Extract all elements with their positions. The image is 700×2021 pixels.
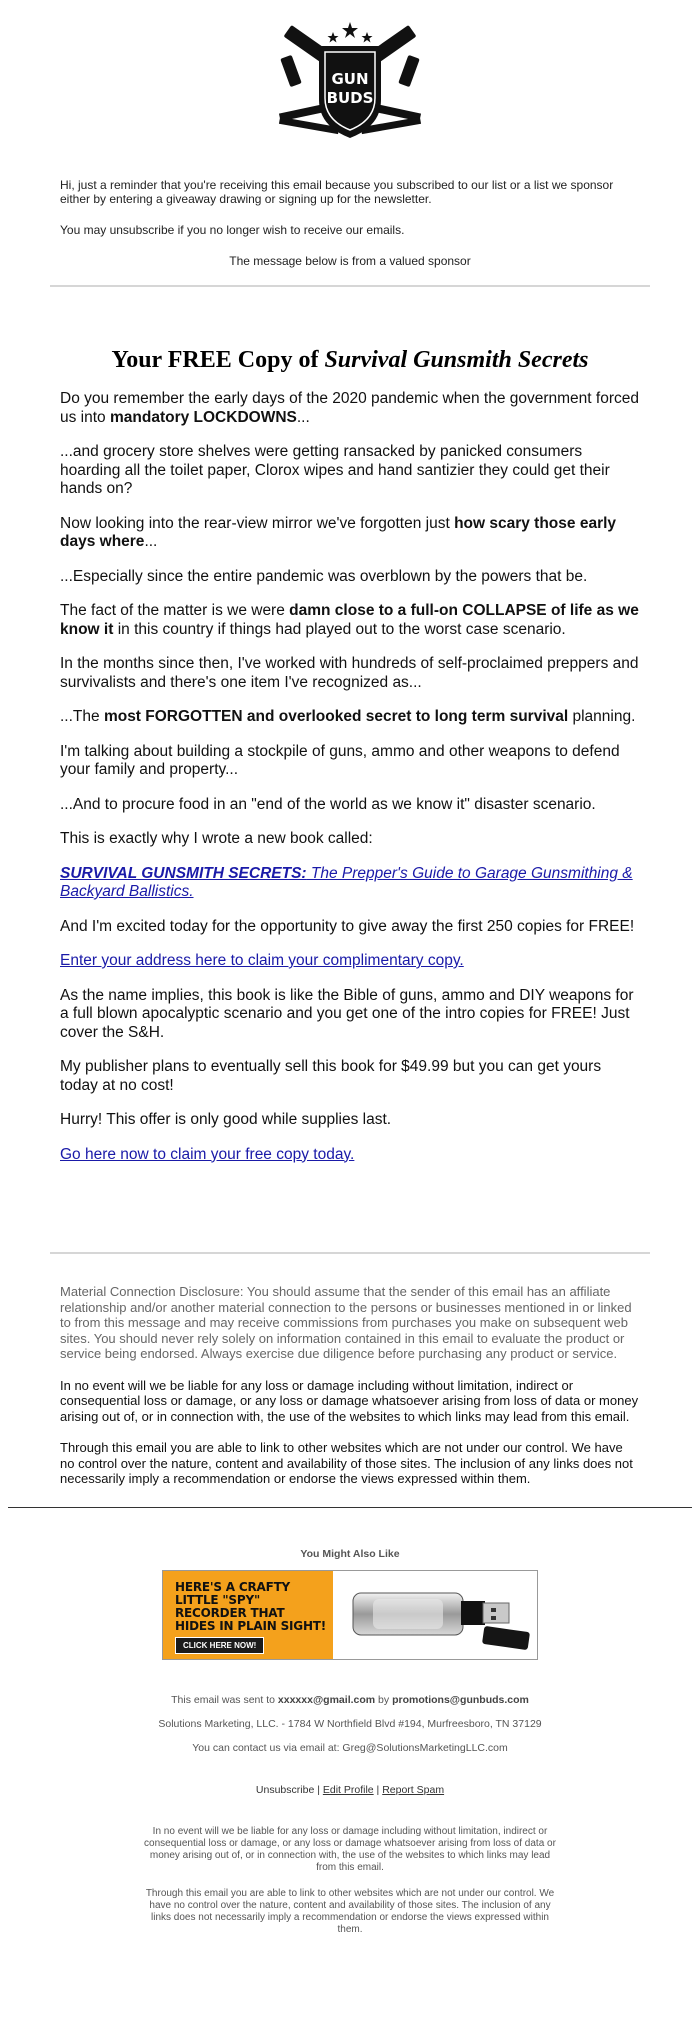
- paragraph: Hurry! This offer is only good while supplies last.: [60, 1111, 392, 1128]
- paragraph: In the months since then, I've worked with hundreds of self-proclaimed preppers and survivalists and there's one item I've recognized as...: [60, 655, 639, 691]
- headline-title: Survival Gunsmith Secrets: [324, 347, 589, 373]
- contact-line: You can contact us via email at: Greg@SolutionsMarketingLLC.com: [192, 1741, 508, 1754]
- logo-text-gun: GUN: [331, 70, 369, 88]
- disclosure-block: [60, 1284, 640, 1487]
- paragraph: The fact of the matter is we were damn close to a full-on COLLAPSE of life as we know it in this country if things had played out to the worst case scenario.: [60, 602, 639, 638]
- ad-headline: HERE'S A CRAFTY LITTLE "SPY" RECORDER THAT HIDES IN PLAIN SIGHT!: [175, 1579, 327, 1633]
- footer-links: Unsubscribe | Edit Profile | Report Spam: [255, 1783, 445, 1796]
- paragraph: As the name implies, this book is like the Bible of guns, ammo and DIY weapons for a full blown apocalyptic scenario and you get one of the intro copies for FREE! Just cover the S&H.: [60, 986, 634, 1041]
- article-headline: [60, 347, 640, 374]
- usb-recorder-image[interactable]: [333, 1571, 537, 1659]
- footer-legal: [140, 1826, 560, 1936]
- book-title-link[interactable]: SURVIVAL GUNSMITH SECRETS: The Prepper's Guide to Garage Gunsmithing & Backyard Ballistics.: [60, 864, 633, 900]
- crossed-pistols-icon: [275, 18, 425, 148]
- recipient-email: xxxxxx@gmail.com: [277, 1693, 376, 1706]
- gunbuds-logo: [275, 18, 425, 148]
- sponsor-note: The message below is from a valued sponsor: [229, 254, 471, 268]
- paragraph: ...Especially since the entire pandemic was overblown by the powers that be.: [60, 567, 588, 585]
- sender-email: promotions@gunbuds.com: [392, 1693, 529, 1706]
- external-links-disclaimer: Through this email you are able to link to other websites which are not under our control. We have no control over the nature, content and availability of those sites. The inclusion of any links does not necessarily imply a recommendation or endorse the views expressed within them.: [60, 1440, 633, 1486]
- footer-links-disclaimer: Through this email you are able to link to other websites which are not under our control. We have no control over the nature, content and availability of those sites. The inclusion of any links does not necessarily imply a recommendation or endorse the views expressed within them.: [145, 1887, 555, 1935]
- paragraph: I'm talking about building a stockpile of guns, ammo and other weapons to defend your family and property...: [60, 742, 620, 778]
- footer-liability: In no event will we be liable for any loss or damage including without limitation, indirect or consequential loss or damage, or any loss or damage whatsoever arising from loss of data or money arising out of, or in connection with, the use of the websites to which links may lead from this email.: [144, 1825, 556, 1873]
- claim-paragraph: [60, 952, 640, 971]
- paragraph: Do you remember the early days of the 2020 pandemic when the government forced us into mandatory LOCKDOWNS...: [60, 390, 639, 426]
- book-title-paragraph: [60, 865, 640, 902]
- footer: [0, 1508, 700, 1936]
- subscription-reminder: Hi, just a reminder that you're receiving this email because you subscribed to our list or a list we sponsor either by entering a giveaway drawing or signing up for the newsletter.: [60, 178, 614, 206]
- spy-recorder-ad[interactable]: [162, 1570, 538, 1660]
- intro-block: [60, 178, 640, 268]
- ad-text-panel[interactable]: [163, 1571, 333, 1659]
- headline-prefix: Your FREE Copy of: [111, 347, 325, 373]
- paragraph: ...And to procure food in an "end of the world as we know it" disaster scenario.: [60, 795, 596, 813]
- paragraph: This is exactly why I wrote a new book called:: [60, 830, 373, 847]
- divider: [50, 285, 650, 287]
- edit-profile-link[interactable]: Edit Profile: [322, 1783, 374, 1796]
- paragraph: Now looking into the rear-view mirror we've forgotten just how scary those early days where...: [60, 514, 617, 550]
- also-like-heading: You Might Also Like: [300, 1547, 400, 1560]
- paragraph: ...and grocery store shelves were getting ransacked by panicked consumers hoarding all the toilet paper, Clorox wipes and hand santizier they could get their hands on?: [60, 443, 610, 497]
- paragraph: And I'm excited today for the opportunity to give away the first 250 copies for FREE!: [60, 917, 635, 935]
- email-body: [0, 18, 700, 1936]
- ad-cta-button[interactable]: CLICK HERE NOW!: [175, 1637, 264, 1654]
- logo-text-buds: BUDS: [326, 89, 374, 107]
- paragraph: My publisher plans to eventually sell this book for $49.99 but you can get yours today at no cost!: [60, 1058, 602, 1094]
- usb-drive-icon: [333, 1571, 537, 1659]
- sent-to-line: This email was sent to xxxxxx@gmail.com by promotions@gunbuds.com: [171, 1693, 529, 1706]
- unsubscribe-link[interactable]: Unsubscribe: [255, 1783, 315, 1796]
- go-paragraph: [60, 1146, 640, 1165]
- sponsor-article: [60, 347, 640, 1164]
- claim-free-copy-link[interactable]: Go here now to claim your free copy today.: [60, 1145, 355, 1163]
- claim-copy-link[interactable]: Enter your address here to claim your complimentary copy.: [60, 952, 464, 969]
- paragraph: ...The most FORGOTTEN and overlooked secret to long term survival planning.: [60, 708, 636, 725]
- company-address: Solutions Marketing, LLC. - 1784 W Northfield Blvd #194, Murfreesboro, TN 37129: [158, 1717, 542, 1730]
- report-spam-link[interactable]: Report Spam: [382, 1783, 445, 1796]
- material-disclosure: Material Connection Disclosure: You should assume that the sender of this email has an affiliate relationship and/or another material connection to the persons or businesses mentioned in or linked to from this message and may receive commissions from purchases you make on subsequent web sites. You should never rely solely on information contained in this email to evaluate the product or service being endorsed. Always exercise due diligence before purchasing any product or service.: [60, 1284, 632, 1361]
- liability-disclaimer: In no event will we be liable for any loss or damage including without limitation, indirect or consequential loss or damage, or any loss or damage whatsoever arising from loss of data or money arising out of, or in connection with, the use of the websites to which links may lead from this email.: [60, 1377, 639, 1424]
- unsubscribe-note: You may unsubscribe if you no longer wish to receive our emails.: [60, 223, 405, 237]
